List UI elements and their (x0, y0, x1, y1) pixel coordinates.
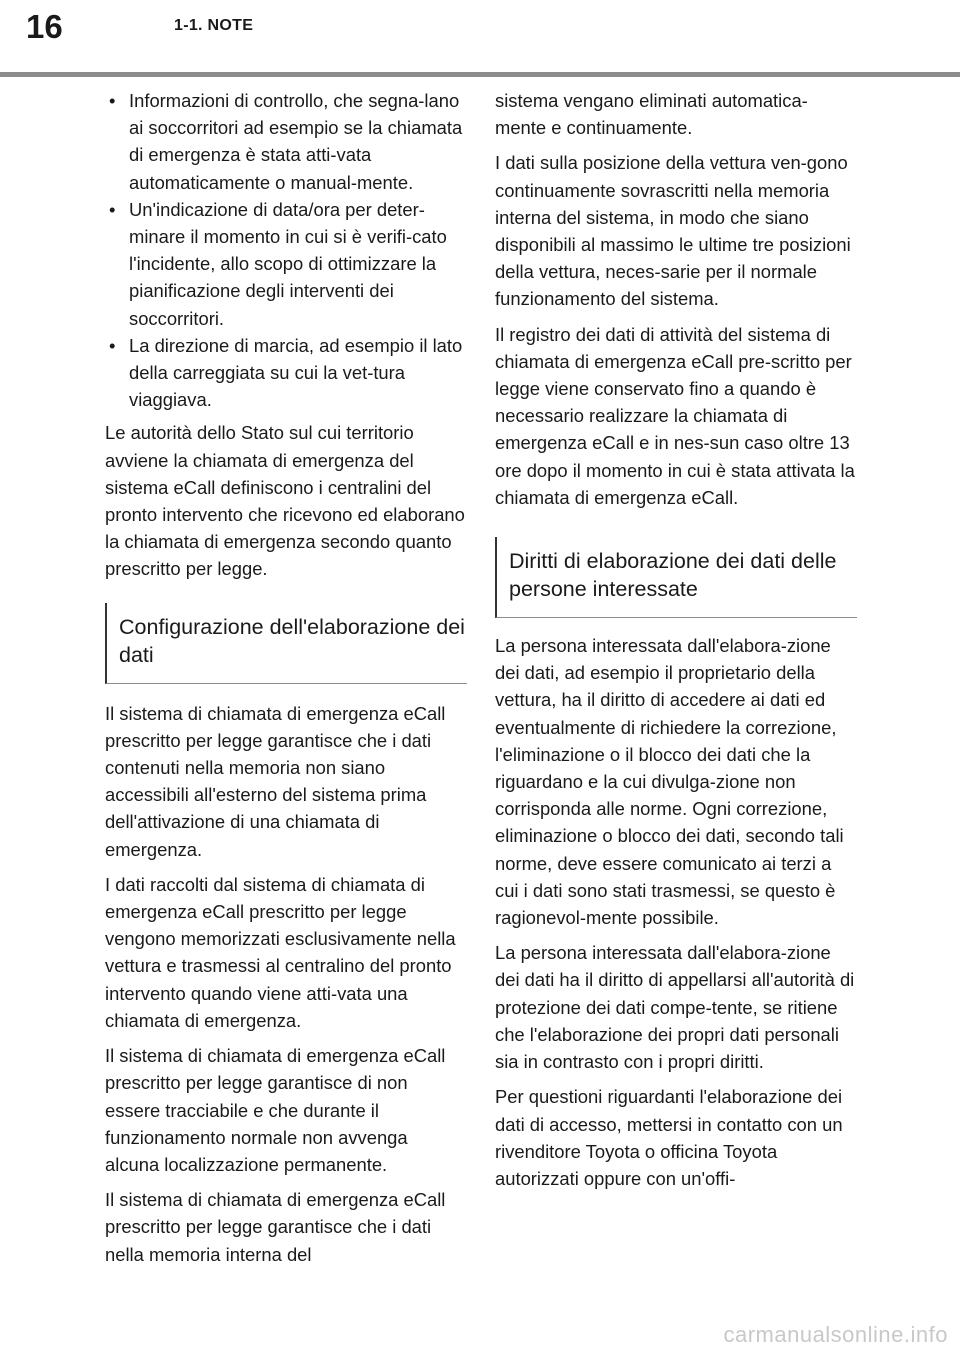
watermark: carmanualsonline.info (723, 1322, 948, 1347)
paragraph: Il sistema di chiamata di emergenza eCall prescritto per legge garantisce che i dati contenuti nella memoria non siano accessibili all'esterno del sistema prima dell'attivazione di una chiamata di emergenza. (105, 702, 446, 860)
section-heading-configurazione: Configurazione dell'elaborazione dei dati (105, 603, 467, 684)
right-column (495, 87, 855, 1200)
list-item: • La direzione di marcia, ad esempio il lato della carreggiata su cui la vet-tura viaggiava. (105, 332, 465, 414)
paragraph: I dati raccolti dal sistema di chiamata di emergenza eCall prescritto per legge vengono memorizzati esclusivamente nella vettura e trasmessi al centralino del pronto intervento quando viene atti-vata una chiamata di emergenza. (105, 873, 456, 1031)
bullet-list (105, 87, 465, 413)
page-header (0, 0, 960, 78)
left-column (105, 87, 465, 1276)
section-heading-diritti: Diritti di elaborazione dei dati delle persone interessate (495, 537, 857, 618)
page-number: 16 (26, 8, 63, 45)
paragraph: I dati sulla posizione della vettura ven-gono continuamente sovrascritti nella memoria interna del sistema, in modo che siano disponibili al massimo le ultime tre posizioni della vettura, neces-sarie per il normale funzionamento del sistema. (495, 152, 851, 310)
paragraph: La persona interessata dall'elabora-zione dei dati ha il diritto di appellarsi all'autorità di protezione dei dati compe-tente, se ritiene che l'elaborazione dei propri dati personali sia in contrasto con i propri diritti. (495, 942, 855, 1073)
header-divider (0, 72, 960, 77)
paragraph: Il registro dei dati di attività del sistema di chiamata di emergenza eCall pre-scritto per legge viene conservato fino a quando è necessario realizzare la chiamata di emergenza eCall e in nes-sun caso oltre 13 ore dopo il momento in cui è stata attivata la chiamata di emergenza eCall. (495, 323, 855, 508)
list-item: • Informazioni di controllo, che segna-lano ai soccorritori ad esempio se la chiamata di emergenza è stata atti-vata automaticamente o manual-mente. (105, 87, 465, 196)
paragraph: La persona interessata dall'elabora-zione dei dati, ad esempio il proprietario della vettura, ha il diritto di accedere ai dati ed eventualmente di richiedere la correzione, l'eliminazione o il blocco dei dati che la riguardano e la cui divulga-zione non corrisponda alle norme. Ogni correzione, eliminazione o blocco dei dati, secondo tali norme, deve essere comunicato ai terzi a cui i dati sono stati trasmessi, se questo è ragionevol-mente possibile. (495, 635, 844, 929)
paragraph: Il sistema di chiamata di emergenza eCall prescritto per legge garantisce che i dati nella memoria interna del (105, 1189, 446, 1265)
paragraph: Le autorità dello Stato sul cui territorio avviene la chiamata di emergenza del sistema eCall definiscono i centralini del pronto intervento che ricevono ed elaborano la chiamata di emergenza secondo quanto prescritto per legge. (105, 422, 465, 580)
section-title: 1-1. NOTE (174, 17, 254, 34)
list-item: • Un'indicazione di data/ora per deter-minare il momento in cui si è verifi-cato l'incidente, allo scopo di ottimizzare la pianificazione degli interventi dei soccorritori. (105, 196, 465, 332)
paragraph: sistema vengano eliminati automatica-mente e continuamente. (495, 90, 808, 139)
paragraph: Il sistema di chiamata di emergenza eCall prescritto per legge garantisce di non essere tracciabile e che durante il funzionamento normale non avvenga alcuna localizzazione permanente. (105, 1045, 446, 1175)
paragraph: Per questioni riguardanti l'elaborazione dei dati di accesso, mettersi in contatto con un rivenditore Toyota o officina Toyota autorizzati oppure con un'offi- (495, 1086, 843, 1189)
